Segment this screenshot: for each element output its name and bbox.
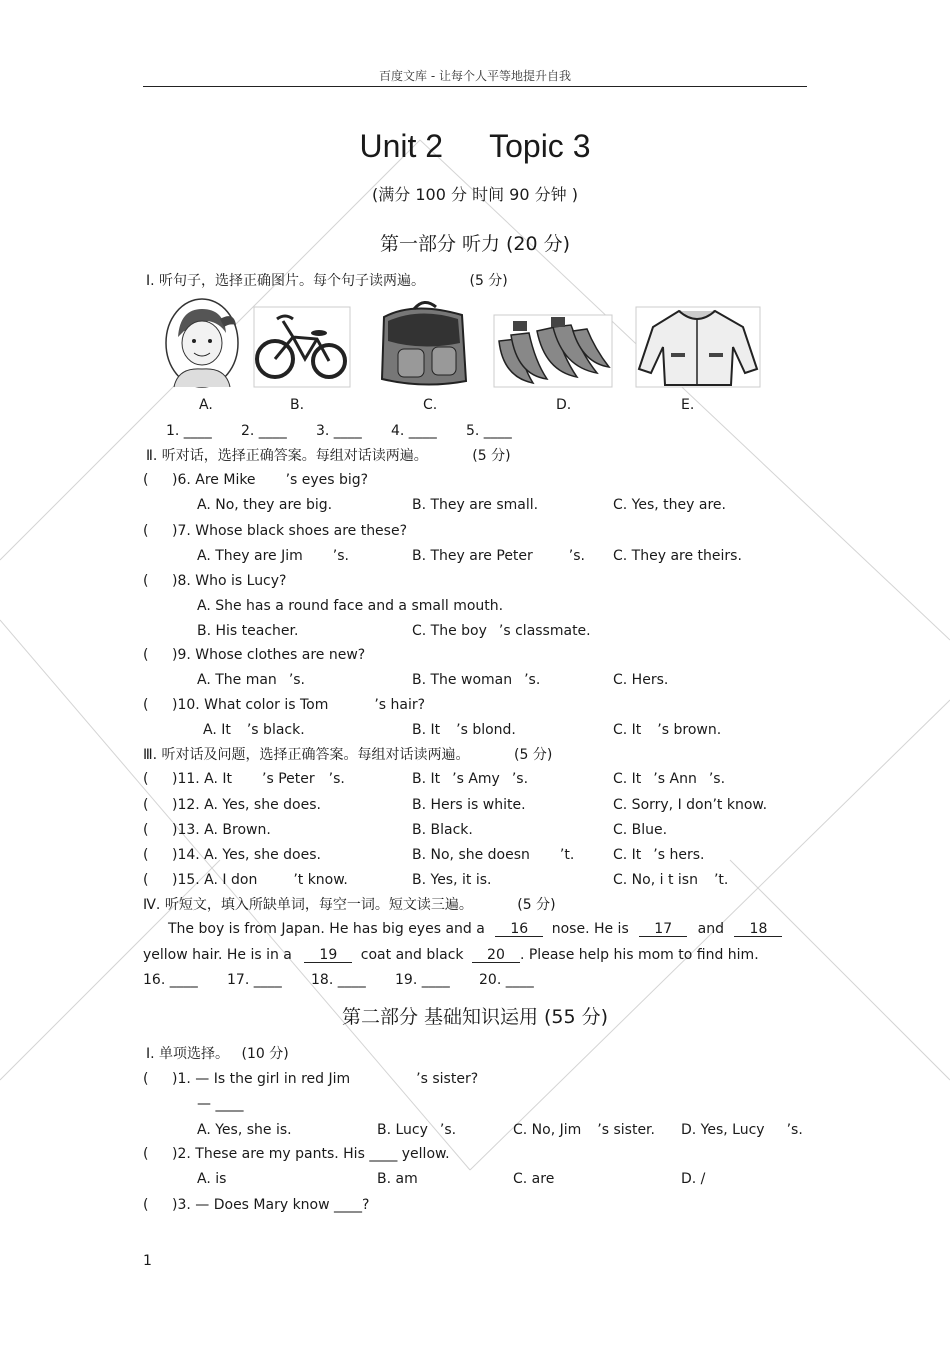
answer-paren[interactable]: (: [143, 797, 149, 813]
unit-title: Unit 2: [359, 128, 444, 164]
option-b: B. am: [377, 1171, 418, 1187]
part1-title: 第一部分 听力 (20 分): [379, 233, 571, 255]
option-b: B. They are small.: [412, 497, 539, 513]
answer-paren[interactable]: (: [143, 523, 149, 539]
option-c: C. It ’s Ann ’s.: [613, 771, 726, 787]
answer-blank-3[interactable]: 3. ____: [316, 423, 362, 439]
option-b: B. It ’s blond.: [412, 722, 516, 738]
option-a: )12. A. Yes, she does.: [172, 797, 321, 813]
sec3-points: (5 分): [514, 747, 553, 763]
gap-20[interactable]: 20: [472, 948, 520, 963]
question-stem: )7. Whose black shoes are these?: [172, 523, 408, 539]
sec2-heading: [146, 445, 511, 465]
answer-blank-16[interactable]: 16. ____: [143, 972, 198, 988]
option-b: B. No, she doesn ’t.: [412, 847, 575, 863]
sec4-heading: [143, 894, 556, 914]
option-a: )14. A. Yes, she does.: [172, 847, 321, 863]
sec4-points: (5 分): [517, 897, 556, 913]
answer-blank-5[interactable]: 5. ____: [466, 423, 512, 439]
answer-blank-19[interactable]: 19. ____: [395, 972, 450, 988]
pic-label-a: A.: [199, 397, 213, 413]
answer-paren[interactable]: (: [143, 472, 149, 488]
answer-paren[interactable]: (: [143, 771, 149, 787]
option-c: C. It ’s brown.: [613, 722, 722, 738]
page-number: 1: [143, 1253, 152, 1269]
option-b: B. Lucy ’s.: [377, 1122, 457, 1138]
option-b: B. Yes, it is.: [412, 872, 492, 888]
answer-blank-2[interactable]: 2. ____: [241, 423, 287, 439]
sec2-points: (5 分): [472, 448, 511, 464]
girl-portrait-icon: [164, 297, 240, 389]
option-c: C. are: [513, 1171, 555, 1187]
sec3-instructions: Ⅲ. 听对话及问题，选择正确答案。每组对话读两遍。: [143, 747, 470, 763]
answer-blank-4[interactable]: 4. ____: [391, 423, 437, 439]
option-b: B. They are Peter ’s.: [412, 548, 585, 564]
option-b: B. It ’s Amy ’s.: [412, 771, 529, 787]
option-b: B. Hers is white.: [412, 797, 526, 813]
pic-label-b: B.: [290, 397, 305, 413]
option-a: A. She has a round face and a small mouth.: [197, 598, 504, 614]
answer-paren[interactable]: (: [143, 822, 149, 838]
sec1-points: (5 分): [469, 273, 508, 289]
answer-paren[interactable]: (: [143, 697, 149, 713]
reply-blank[interactable]: — ____: [197, 1096, 244, 1112]
page-header: 百度文库 - 让每个人平等地提升自我: [379, 69, 571, 83]
topic-title: Topic 3: [489, 128, 591, 164]
header-rule: [143, 86, 807, 87]
option-a: A. is: [197, 1171, 227, 1187]
sec5-points: (10 分): [241, 1046, 289, 1062]
option-b: B. His teacher.: [197, 623, 299, 639]
passage-line-1: The boy is from Japan. He has big eyes and a 16 nose. He is 17 and 18: [168, 921, 782, 937]
option-c: C. No, Jim ’s sister.: [513, 1122, 655, 1138]
answer-paren[interactable]: (: [143, 1146, 149, 1162]
pic-label-d: D.: [556, 397, 572, 413]
sec5-instructions: Ⅰ. 单项选择。: [146, 1046, 230, 1062]
answer-paren[interactable]: (: [143, 573, 149, 589]
answer-paren[interactable]: (: [143, 872, 149, 888]
question-stem: )6. Are Mike ’s eyes big?: [172, 472, 369, 488]
question-stem: )3. — Does Mary know ____?: [172, 1197, 370, 1213]
question-stem: )10. What color is Tom ’s hair?: [172, 697, 426, 713]
option-c: C. Hers.: [613, 672, 669, 688]
answer-paren[interactable]: (: [143, 647, 149, 663]
option-a: A. No, they are big.: [197, 497, 333, 513]
option-d: D. /: [681, 1171, 706, 1187]
sec1-heading: [146, 270, 508, 290]
page-title: [0, 128, 950, 165]
option-b: B. Black.: [412, 822, 473, 838]
question-stem: )9. Whose clothes are new?: [172, 647, 366, 663]
option-c: C. Sorry, I don’t know.: [613, 797, 768, 813]
schoolbag-icon: [374, 297, 472, 389]
sec5-heading: [146, 1043, 289, 1063]
option-a: A. They are Jim ’s.: [197, 548, 349, 564]
option-c: C. It ’s hers.: [613, 847, 705, 863]
answer-blank-17[interactable]: 17. ____: [227, 972, 282, 988]
option-c: C. Blue.: [613, 822, 668, 838]
question-stem: )8. Who is Lucy?: [172, 573, 287, 589]
passage-line-2: yellow hair. He is in a 19 coat and black 20 . Please help his mom to find him.: [143, 947, 759, 963]
pic-label-e: E.: [681, 397, 695, 413]
gap-19[interactable]: 19: [304, 948, 352, 963]
option-c: C. The boy ’s classmate.: [412, 623, 591, 639]
option-a: A. Yes, she is.: [197, 1122, 292, 1138]
option-a: A. The man ’s.: [197, 672, 306, 688]
sec4-instructions: Ⅳ. 听短文，填入所缺单词，每空一词。短文读三遍。: [143, 897, 473, 913]
option-a: )13. A. Brown.: [172, 822, 271, 838]
answer-blank-1[interactable]: 1. ____: [166, 423, 212, 439]
sec3-heading: [143, 744, 552, 764]
gap-16[interactable]: 16: [495, 922, 543, 937]
option-b: B. The woman ’s.: [412, 672, 541, 688]
sec1-instructions: Ⅰ. 听句子，选择正确图片。每个句子读两遍。: [146, 273, 426, 289]
option-c: C. Yes, they are.: [613, 497, 726, 513]
pic-label-c: C.: [423, 397, 438, 413]
sec2-instructions: Ⅱ. 听对话，选择正确答案。每组对话读两遍。: [146, 448, 428, 464]
gap-18[interactable]: 18: [734, 922, 782, 937]
bananas-icon: [493, 297, 613, 389]
jacket-icon: [635, 297, 761, 389]
gap-17[interactable]: 17: [639, 922, 687, 937]
option-a: A. It ’s black.: [203, 722, 305, 738]
part2-title: 第二部分 基础知识运用 (55 分): [341, 1006, 609, 1028]
answer-paren[interactable]: (: [143, 1071, 149, 1087]
bicycle-icon: [253, 297, 351, 389]
answer-paren[interactable]: (: [143, 1197, 149, 1213]
option-a: )11. A. It ’s Peter ’s.: [172, 771, 345, 787]
option-d: D. Yes, Lucy ’s.: [681, 1122, 803, 1138]
answer-blank-18[interactable]: 18. ____: [311, 972, 366, 988]
question-stem: )2. These are my pants. His ____ yellow.: [172, 1146, 450, 1162]
score-time-info: (满分 100 分 时间 90 分钟 ): [372, 185, 578, 204]
answer-paren[interactable]: (: [143, 847, 149, 863]
option-c: C. No, i t isn ’t.: [613, 872, 729, 888]
question-stem: )1. — Is the girl in red Jim ’s sister?: [172, 1071, 479, 1087]
option-c: C. They are theirs.: [613, 548, 742, 564]
option-a: )15. A. I don ’t know.: [172, 872, 348, 888]
answer-blank-20[interactable]: 20. ____: [479, 972, 534, 988]
